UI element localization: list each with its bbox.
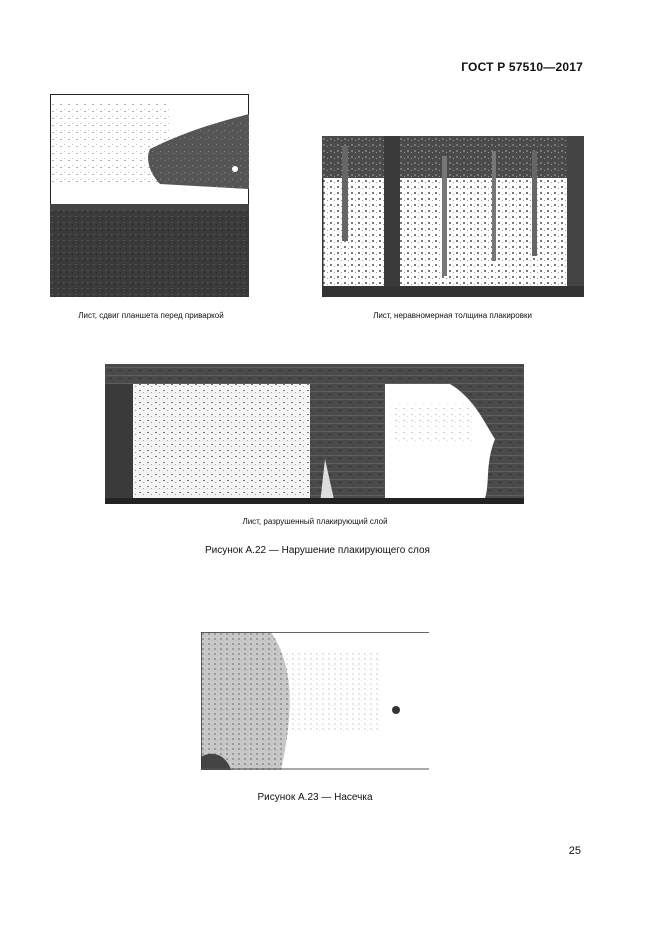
page-number: 25 xyxy=(568,845,581,857)
photo-uneven-cladding-caption: Лист, неравномерная толщина плакировки xyxy=(373,311,532,320)
photo-sheet-shift xyxy=(50,94,249,297)
photo-destroyed-cladding-caption: Лист, разрушенный плакирующий слой xyxy=(242,517,388,526)
photo-uneven-cladding xyxy=(322,136,584,297)
photo-destroyed-cladding xyxy=(105,364,524,504)
document-header: ГОСТ Р 57510—2017 xyxy=(461,60,583,74)
figure-a22-title: Рисунок А.22 — Нарушение плакирующего слоя xyxy=(205,545,430,556)
photo-notch xyxy=(201,632,429,770)
figure-a23-title: Рисунок А.23 — Насечка xyxy=(257,792,373,803)
photo-sheet-shift-caption: Лист, сдвиг планшета перед приваркой xyxy=(78,311,224,320)
